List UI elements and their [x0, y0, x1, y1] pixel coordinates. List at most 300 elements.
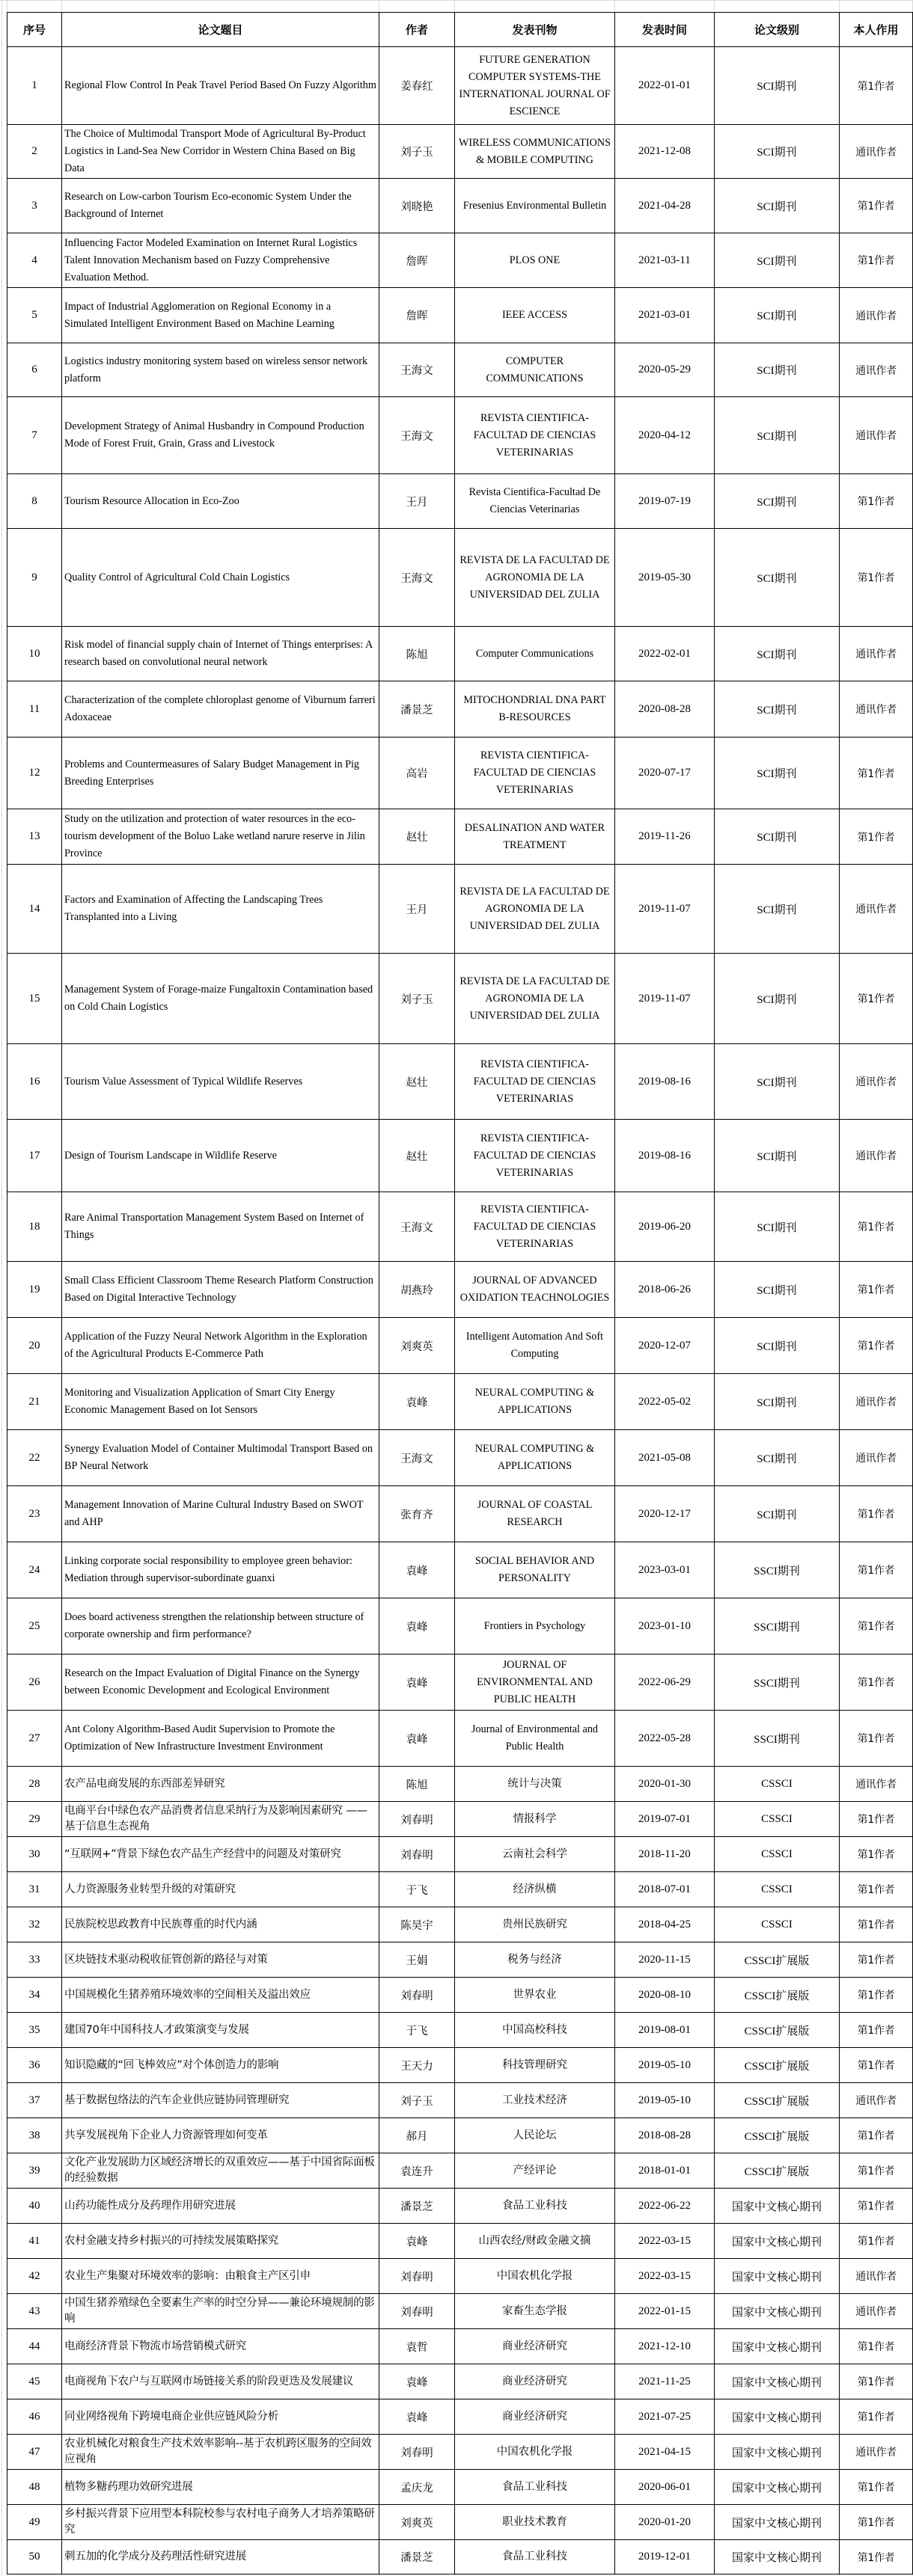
table-row [7, 474, 913, 529]
cell-date: 2021-11-25 [615, 2364, 715, 2399]
cell-title: 同业网络视角下跨境电商企业供应链风险分析 [62, 2399, 379, 2435]
cell-date: 2019-12-01 [615, 2540, 715, 2575]
cell-role: 第1作者 [840, 2540, 913, 2575]
cell-role: 第1作者 [840, 1318, 913, 1374]
table-row [7, 2505, 913, 2540]
cell-level: 国家中文核心期刊 [715, 2364, 840, 2399]
cell-journal: Intelligent Automation And Soft Computing [455, 1318, 615, 1374]
table-row [7, 1486, 913, 1542]
cell-author: 刘晓艳 [379, 179, 455, 233]
header-level: 论文级别 [715, 13, 840, 47]
cell-title: Development Strategy of Animal Husbandry in Compound Production Mode of Forest Fruit, Grain, Grass and Livestock [62, 397, 379, 474]
cell-journal: 职业技术教育 [455, 2505, 615, 2540]
cell-level: 国家中文核心期刊 [715, 2505, 840, 2540]
cell-level: SSCI期刊 [715, 1711, 840, 1767]
cell-role: 通讯作者 [840, 1430, 913, 1486]
cell-level: 国家中文核心期刊 [715, 2189, 840, 2224]
cell-level: 国家中文核心期刊 [715, 2540, 840, 2575]
cell-number: 33 [7, 1942, 62, 1978]
cell-journal: 中国高校科技 [455, 2013, 615, 2048]
cell-journal: 工业技术经济 [455, 2083, 615, 2118]
table-row [7, 1767, 913, 1802]
cell-level: SCI期刊 [715, 288, 840, 343]
cell-journal: 税务与经济 [455, 1942, 615, 1978]
cell-journal: Computer Communications [455, 627, 615, 681]
cell-number: 43 [7, 2294, 62, 2329]
cell-level: 国家中文核心期刊 [715, 2329, 840, 2364]
cell-title: Design of Tourism Landscape in Wildlife Reserve [62, 1120, 379, 1192]
table-row [7, 1192, 913, 1262]
cell-role: 第1作者 [840, 1802, 913, 1837]
table-row [7, 47, 913, 125]
cell-date: 2020-08-28 [615, 681, 715, 737]
cell-author: 胡燕玲 [379, 1262, 455, 1318]
cell-role: 第1作者 [840, 2153, 913, 2189]
cell-role: 第1作者 [840, 2048, 913, 2083]
cell-journal: Revista Cientifica-Facultad De Ciencias Veterinarias [455, 474, 615, 529]
cell-author: 赵壮 [379, 809, 455, 865]
cell-date: 2021-07-25 [615, 2399, 715, 2435]
cell-level: SSCI期刊 [715, 1542, 840, 1598]
cell-role: 第1作者 [840, 2505, 913, 2540]
cell-number: 7 [7, 397, 62, 474]
table-row [7, 627, 913, 681]
cell-journal: PLOS ONE [455, 233, 615, 288]
cell-author: 刘子玉 [379, 954, 455, 1044]
cell-level: CSSCI [715, 1802, 840, 1837]
cell-number: 29 [7, 1802, 62, 1837]
cell-role: 第1作者 [840, 2364, 913, 2399]
cell-title: Characterization of the complete chloroplast genome of Viburnum farreri Adoxaceae [62, 681, 379, 737]
cell-role: 通讯作者 [840, 2259, 913, 2294]
cell-number: 31 [7, 1872, 62, 1907]
cell-journal: 中国农机化学报 [455, 2259, 615, 2294]
cell-title: Influencing Factor Modeled Examination on Internet Rural Logistics Talent Innovation Mechanism based on Fuzzy Comprehensive Evaluation Method. [62, 233, 379, 288]
cell-author: 袁峰 [379, 2224, 455, 2259]
cell-title: 植物多糖药理功效研究进展 [62, 2470, 379, 2505]
cell-date: 2022-01-15 [615, 2294, 715, 2329]
cell-number: 8 [7, 474, 62, 529]
table-row [7, 2048, 913, 2083]
cell-level: SCI期刊 [715, 1486, 840, 1542]
cell-date: 2022-03-15 [615, 2259, 715, 2294]
cell-journal: REVISTA CIENTIFICA-FACULTAD DE CIENCIAS VETERINARIAS [455, 1120, 615, 1192]
cell-level: 国家中文核心期刊 [715, 2399, 840, 2435]
cell-level: SCI期刊 [715, 343, 840, 397]
cell-level: SCI期刊 [715, 627, 840, 681]
cell-number: 32 [7, 1907, 62, 1942]
cell-role: 第1作者 [840, 529, 913, 627]
cell-journal: 食品工业科技 [455, 2470, 615, 2505]
cell-title: Rare Animal Transportation Management System Based on Internet of Things [62, 1192, 379, 1262]
cell-journal: 贵州民族研究 [455, 1907, 615, 1942]
cell-title: 文化产业发展助力区域经济增长的双重效应——基于中国省际面板的经验数据 [62, 2153, 379, 2189]
cell-date: 2023-03-01 [615, 1542, 715, 1598]
cell-author: 刘爽英 [379, 1318, 455, 1374]
cell-role: 通讯作者 [840, 1767, 913, 1802]
cell-date: 2020-08-10 [615, 1978, 715, 2013]
cell-level: CSSCI [715, 1837, 840, 1872]
cell-title: Does board activeness strengthen the relationship between structure of corporate ownership and firm performance? [62, 1598, 379, 1655]
cell-role: 第1作者 [840, 179, 913, 233]
cell-role: 第1作者 [840, 1711, 913, 1767]
cell-author: 刘子玉 [379, 2083, 455, 2118]
cell-author: 高岩 [379, 737, 455, 809]
cell-date: 2021-03-01 [615, 288, 715, 343]
cell-author: 张育齐 [379, 1486, 455, 1542]
table-row [7, 2329, 913, 2364]
cell-journal: REVISTA CIENTIFICA-FACULTAD DE CIENCIAS VETERINARIAS [455, 737, 615, 809]
cell-title: Linking corporate social responsibility to employee green behavior: Mediation through supervisor-subordinate guanxi [62, 1542, 379, 1598]
cell-journal: 商业经济研究 [455, 2399, 615, 2435]
cell-author: 姜春红 [379, 47, 455, 125]
cell-author: 袁连升 [379, 2153, 455, 2189]
cell-number: 30 [7, 1837, 62, 1872]
cell-author: 郝月 [379, 2118, 455, 2153]
cell-level: SCI期刊 [715, 809, 840, 865]
table-row [7, 2399, 913, 2435]
cell-number: 6 [7, 343, 62, 397]
cell-title: Study on the utilization and protection of water resources in the eco-tourism development of the Boluo Lake wetland narure reserve in Jilin Province [62, 809, 379, 865]
cell-role: 第1作者 [840, 2399, 913, 2435]
header-date: 发表时间 [615, 13, 715, 47]
cell-author: 刘春明 [379, 1802, 455, 1837]
header-title: 论文题目 [62, 13, 379, 47]
table-row [7, 2364, 913, 2399]
cell-title: 知识隐藏的“回飞棒效应”对个体创造力的影响 [62, 2048, 379, 2083]
cell-number: 14 [7, 865, 62, 954]
header-author: 作者 [379, 13, 455, 47]
header-journal: 发表刊物 [455, 13, 615, 47]
cell-journal: REVISTA CIENTIFICA-FACULTAD DE CIENCIAS VETERINARIAS [455, 1192, 615, 1262]
cell-journal: DESALINATION AND WATER TREATMENT [455, 809, 615, 865]
cell-author: 袁哲 [379, 2329, 455, 2364]
cell-role: 第1作者 [840, 1262, 913, 1318]
cell-level: SCI期刊 [715, 1120, 840, 1192]
cell-author: 詹晖 [379, 288, 455, 343]
cell-role: 通讯作者 [840, 1044, 913, 1120]
table-row [7, 809, 913, 865]
table-row [7, 1318, 913, 1374]
cell-role: 通讯作者 [840, 627, 913, 681]
cell-journal: 食品工业科技 [455, 2540, 615, 2575]
cell-role: 第1作者 [840, 1542, 913, 1598]
cell-number: 9 [7, 529, 62, 627]
cell-number: 10 [7, 627, 62, 681]
cell-role: 通讯作者 [840, 2083, 913, 2118]
cell-title: Monitoring and Visualization Application of Smart City Energy Economic Management Based on Iot Sensors [62, 1374, 379, 1430]
cell-title: 山药功能性成分及药理作用研究进展 [62, 2189, 379, 2224]
cell-number: 46 [7, 2399, 62, 2435]
cell-role: 第1作者 [840, 1907, 913, 1942]
cell-journal: COMPUTER COMMUNICATIONS [455, 343, 615, 397]
cell-journal: REVISTA DE LA FACULTAD DE AGRONOMIA DE LA UNIVERSIDAD DEL ZULIA [455, 529, 615, 627]
cell-date: 2021-12-08 [615, 125, 715, 179]
cell-number: 11 [7, 681, 62, 737]
cell-level: 国家中文核心期刊 [715, 2435, 840, 2470]
cell-role: 通讯作者 [840, 2294, 913, 2329]
table-row [7, 2118, 913, 2153]
cell-author: 王海文 [379, 397, 455, 474]
cell-role: 第1作者 [840, 809, 913, 865]
cell-title: Tourism Value Assessment of Typical Wildlife Reserves [62, 1044, 379, 1120]
cell-journal: SOCIAL BEHAVIOR AND PERSONALITY [455, 1542, 615, 1598]
cell-number: 49 [7, 2505, 62, 2540]
cell-number: 3 [7, 179, 62, 233]
table-row [7, 125, 913, 179]
cell-title: Regional Flow Control In Peak Travel Period Based On Fuzzy Algorithm [62, 47, 379, 125]
cell-level: CSSCI扩展版 [715, 2013, 840, 2048]
cell-title: 中国规模化生猪养殖环境效率的空间相关及溢出效应 [62, 1978, 379, 2013]
cell-number: 18 [7, 1192, 62, 1262]
cell-title: The Choice of Multimodal Transport Mode of Agricultural By-Product Logistics in Land-Sea New Corridor in Western China Based on Big Data [62, 125, 379, 179]
cell-journal: JOURNAL OF ADVANCED OXIDATION TEACHNOLOGIES [455, 1262, 615, 1318]
table-row [7, 865, 913, 954]
cell-title: 乡村振兴背景下应用型本科院校参与农村电子商务人才培养策略研究 [62, 2505, 379, 2540]
cell-role: 第1作者 [840, 1486, 913, 1542]
table-row [7, 2294, 913, 2329]
cell-title: 刺五加的化学成分及药理活性研究进展 [62, 2540, 379, 2575]
cell-number: 40 [7, 2189, 62, 2224]
cell-title: 区块链技术驱动税收征管创新的路径与对策 [62, 1942, 379, 1978]
cell-level: SCI期刊 [715, 1044, 840, 1120]
cell-journal: Fresenius Environmental Bulletin [455, 179, 615, 233]
cell-role: 通讯作者 [840, 343, 913, 397]
cell-level: CSSCI [715, 1767, 840, 1802]
cell-journal: JOURNAL OF COASTAL RESEARCH [455, 1486, 615, 1542]
cell-author: 陈昊宇 [379, 1907, 455, 1942]
cell-level: CSSCI扩展版 [715, 2118, 840, 2153]
cell-title: 基于数据包络法的汽车企业供应链协同管理研究 [62, 2083, 379, 2118]
cell-level: 国家中文核心期刊 [715, 2294, 840, 2329]
cell-date: 2022-03-15 [615, 2224, 715, 2259]
header-no: 序号 [7, 13, 62, 47]
cell-author: 刘春明 [379, 2259, 455, 2294]
table-row [7, 1978, 913, 2013]
cell-date: 2019-06-20 [615, 1192, 715, 1262]
cell-level: SCI期刊 [715, 865, 840, 954]
cell-journal: 中国农机化学报 [455, 2435, 615, 2470]
cell-number: 19 [7, 1262, 62, 1318]
cell-number: 13 [7, 809, 62, 865]
cell-journal: 商业经济研究 [455, 2329, 615, 2364]
cell-date: 2019-11-26 [615, 809, 715, 865]
cell-title: 农业机械化对粮食生产技术效率影响--基于农机跨区服务的空间效应视角 [62, 2435, 379, 2470]
cell-date: 2019-05-10 [615, 2048, 715, 2083]
cell-level: SCI期刊 [715, 954, 840, 1044]
cell-date: 2019-07-01 [615, 1802, 715, 1837]
cell-date: 2020-12-07 [615, 1318, 715, 1374]
cell-date: 2020-12-17 [615, 1486, 715, 1542]
table-row [7, 681, 913, 737]
cell-level: CSSCI扩展版 [715, 2153, 840, 2189]
table-row [7, 1837, 913, 1872]
table-row [7, 2083, 913, 2118]
table-row [7, 1907, 913, 1942]
cell-date: 2021-05-08 [615, 1430, 715, 1486]
cell-title: Management System of Forage-maize Fungaltoxin Contamination based on Cold Chain Logistics [62, 954, 379, 1044]
cell-date: 2019-05-30 [615, 529, 715, 627]
table-row [7, 1262, 913, 1318]
cell-number: 17 [7, 1120, 62, 1192]
cell-author: 刘春明 [379, 2435, 455, 2470]
cell-role: 通讯作者 [840, 125, 913, 179]
cell-number: 37 [7, 2083, 62, 2118]
cell-title: Research on the Impact Evaluation of Digital Finance on the Synergy between Economic Development and Ecological Environment [62, 1655, 379, 1711]
cell-level: SCI期刊 [715, 1192, 840, 1262]
cell-author: 王海文 [379, 1192, 455, 1262]
table-row [7, 1802, 913, 1837]
cell-journal: 世界农业 [455, 1978, 615, 2013]
table-row [7, 397, 913, 474]
table-row [7, 2153, 913, 2189]
cell-date: 2020-01-20 [615, 2505, 715, 2540]
cell-title: 中国生猪养殖绿色全要素生产率的时空分异——兼论环境规制的影响 [62, 2294, 379, 2329]
cell-role: 第1作者 [840, 2329, 913, 2364]
cell-level: SCI期刊 [715, 681, 840, 737]
cell-number: 26 [7, 1655, 62, 1711]
cell-date: 2018-06-26 [615, 1262, 715, 1318]
cell-date: 2018-11-20 [615, 1837, 715, 1872]
cell-title: 建国70年中国科技人才政策演变与发展 [62, 2013, 379, 2048]
cell-date: 2020-07-17 [615, 737, 715, 809]
table-row [7, 1655, 913, 1711]
cell-date: 2019-08-01 [615, 2013, 715, 2048]
cell-title: Management Innovation of Marine Cultural Industry Based on SWOT and AHP [62, 1486, 379, 1542]
cell-journal: REVISTA DE LA FACULTAD DE AGRONOMIA DE LA UNIVERSIDAD DEL ZULIA [455, 865, 615, 954]
cell-number: 25 [7, 1598, 62, 1655]
cell-author: 刘子玉 [379, 125, 455, 179]
table-row [7, 1942, 913, 1978]
cell-title: Small Class Efficient Classroom Theme Research Platform Construction Based on Digital Interactive Technology [62, 1262, 379, 1318]
cell-role: 第1作者 [840, 954, 913, 1044]
cell-author: 袁峰 [379, 1374, 455, 1430]
cell-number: 35 [7, 2013, 62, 2048]
cell-role: 通讯作者 [840, 1374, 913, 1430]
cell-number: 20 [7, 1318, 62, 1374]
cell-level: SSCI期刊 [715, 1655, 840, 1711]
cell-level: SCI期刊 [715, 1430, 840, 1486]
cell-author: 潘景芝 [379, 2189, 455, 2224]
table-row [7, 343, 913, 397]
cell-title: 农业生产集聚对环境效率的影响：由粮食主产区引申 [62, 2259, 379, 2294]
cell-title: Logistics industry monitoring system based on wireless sensor network platform [62, 343, 379, 397]
cell-date: 2020-11-15 [615, 1942, 715, 1978]
cell-author: 于飞 [379, 1872, 455, 1907]
cell-journal: REVISTA CIENTIFICA-FACULTAD DE CIENCIAS VETERINARIAS [455, 397, 615, 474]
cell-role: 通讯作者 [840, 288, 913, 343]
cell-title: Research on Low-carbon Tourism Eco-economic System Under the Background of Internet [62, 179, 379, 233]
cell-role: 第1作者 [840, 47, 913, 125]
cell-level: SCI期刊 [715, 529, 840, 627]
cell-title: “互联网+”背景下绿色农产品生产经营中的问题及对策研究 [62, 1837, 379, 1872]
cell-date: 2019-11-07 [615, 954, 715, 1044]
cell-level: SCI期刊 [715, 397, 840, 474]
cell-number: 4 [7, 233, 62, 288]
cell-journal: IEEE ACCESS [455, 288, 615, 343]
cell-role: 第1作者 [840, 2118, 913, 2153]
cell-number: 44 [7, 2329, 62, 2364]
cell-journal: Frontiers in Psychology [455, 1598, 615, 1655]
cell-role: 第1作者 [840, 1598, 913, 1655]
cell-date: 2022-05-02 [615, 1374, 715, 1430]
cell-date: 2022-02-01 [615, 627, 715, 681]
cell-date: 2021-12-10 [615, 2329, 715, 2364]
cell-journal: 情报科学 [455, 1802, 615, 1837]
cell-date: 2022-05-28 [615, 1711, 715, 1767]
cell-number: 38 [7, 2118, 62, 2153]
cell-title: Tourism Resource Allocation in Eco-Zoo [62, 474, 379, 529]
table-row [7, 288, 913, 343]
cell-number: 47 [7, 2435, 62, 2470]
cell-number: 48 [7, 2470, 62, 2505]
cell-date: 2019-08-16 [615, 1120, 715, 1192]
cell-date: 2018-04-25 [615, 1907, 715, 1942]
cell-number: 45 [7, 2364, 62, 2399]
cell-date: 2020-04-12 [615, 397, 715, 474]
cell-title: 电商平台中绿色农产品消费者信息采纳行为及影响因素研究 ——基于信息生态视角 [62, 1802, 379, 1837]
cell-date: 2022-06-29 [615, 1655, 715, 1711]
cell-author: 袁峰 [379, 1655, 455, 1711]
cell-role: 第1作者 [840, 737, 913, 809]
cell-title: Impact of Industrial Agglomeration on Regional Economy in a Simulated Intelligent Environment Based on Machine Learning [62, 288, 379, 343]
cell-role: 第1作者 [840, 233, 913, 288]
table-row [7, 2540, 913, 2575]
cell-role: 第1作者 [840, 1942, 913, 1978]
table-row [7, 1872, 913, 1907]
cell-level: 国家中文核心期刊 [715, 2259, 840, 2294]
cell-number: 42 [7, 2259, 62, 2294]
cell-date: 2022-06-22 [615, 2189, 715, 2224]
cell-author: 陈旭 [379, 1767, 455, 1802]
cell-role: 第1作者 [840, 2224, 913, 2259]
cell-date: 2018-07-01 [615, 1872, 715, 1907]
cell-author: 王海文 [379, 343, 455, 397]
table-row [7, 2470, 913, 2505]
header-row [7, 13, 913, 47]
cell-author: 袁峰 [379, 2399, 455, 2435]
cell-author: 王海文 [379, 529, 455, 627]
cell-date: 2020-01-30 [615, 1767, 715, 1802]
cell-number: 23 [7, 1486, 62, 1542]
cell-level: CSSCI [715, 1872, 840, 1907]
cell-author: 赵壮 [379, 1120, 455, 1192]
cell-number: 27 [7, 1711, 62, 1767]
cell-level: CSSCI [715, 1907, 840, 1942]
cell-title: Problems and Countermeasures of Salary Budget Management in Pig Breeding Enterprises [62, 737, 379, 809]
cell-level: CSSCI扩展版 [715, 1978, 840, 2013]
cell-level: SSCI期刊 [715, 1598, 840, 1655]
cell-level: SCI期刊 [715, 474, 840, 529]
table-row [7, 233, 913, 288]
cell-number: 36 [7, 2048, 62, 2083]
table-row [7, 1598, 913, 1655]
cell-level: SCI期刊 [715, 1262, 840, 1318]
header-role: 本人作用 [840, 13, 913, 47]
cell-journal: 云南社会科学 [455, 1837, 615, 1872]
cell-author: 袁峰 [379, 1711, 455, 1767]
table-row [7, 2013, 913, 2048]
cell-title: Application of the Fuzzy Neural Network Algorithm in the Exploration of the Agricultural Products E-Commerce Path [62, 1318, 379, 1374]
cell-date: 2019-05-10 [615, 2083, 715, 2118]
cell-journal: 家畜生态学报 [455, 2294, 615, 2329]
cell-journal: REVISTA CIENTIFICA-FACULTAD DE CIENCIAS VETERINARIAS [455, 1044, 615, 1120]
cell-role: 通讯作者 [840, 397, 913, 474]
cell-title: 农产品电商发展的东西部差异研究 [62, 1767, 379, 1802]
cell-date: 2021-04-28 [615, 179, 715, 233]
cell-role: 第1作者 [840, 1872, 913, 1907]
cell-title: Factors and Examination of Affecting the Landscaping Trees Transplanted into a Living [62, 865, 379, 954]
